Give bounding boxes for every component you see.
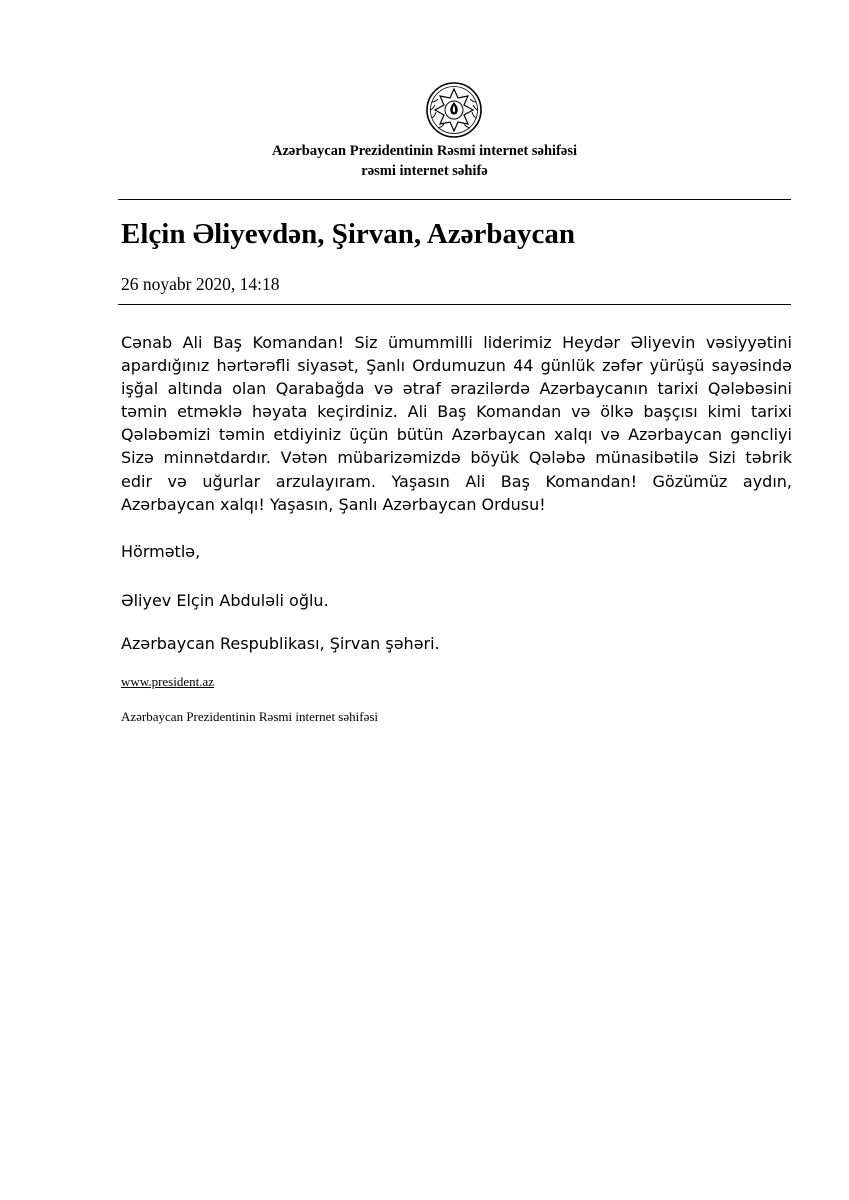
- site-name: Azərbaycan Prezidentinin Rəsmi internet səhifəsi: [272, 143, 577, 159]
- greeting: Hörmətlə,: [121, 542, 201, 561]
- top-divider: [118, 199, 791, 200]
- signature-name: Əliyev Elçin Abduləli oğlu.: [121, 591, 329, 610]
- site-subtitle: rəsmi internet səhifə: [361, 163, 488, 179]
- body-line: Azərbaycan xalqı! Yaşasın, Şanlı Azərbaycan Ordusu!: [121, 494, 546, 514]
- body-line: Qələbəmizi təmin etdiyiniz üçün bütün Azərbaycan xalqı və Azərbaycan gəncliyi: [121, 425, 792, 445]
- body-line: təmin etməklə həyata keçirdiniz. Ali Baş Komandan və ölkə başçısı kimi tarixi: [121, 402, 792, 422]
- body-line: edir və uğurlar arzulayıram. Yaşasın Ali Baş Komandan! Gözümüz aydın,: [121, 471, 792, 491]
- article-date: 26 noyabr 2020, 14:18: [121, 274, 280, 294]
- article-title: Elçin Əliyevdən, Şirvan, Azərbaycan: [121, 218, 576, 250]
- body-line: işğal altında olan Qarabağda və ətraf ərazilərdə Azərbaycanın tarixi Qələbəsini: [121, 379, 792, 399]
- title-divider: [118, 304, 791, 305]
- body-line: apardığınız hərtərəfli siyasət, Şanlı Ordumuzun 44 günlük zəfər yürüşü sayəsində: [121, 356, 792, 376]
- president-site-link[interactable]: www.president.az: [121, 674, 215, 689]
- footer-site-name: Azərbaycan Prezidentinin Rəsmi internet səhifəsi: [121, 709, 379, 724]
- coat-of-arms-icon: [424, 80, 484, 140]
- signature-address: Azərbaycan Respublikası, Şirvan şəhəri.: [121, 634, 440, 653]
- body-line: Cənab Ali Baş Komandan! Siz ümummilli liderimiz Heydər Əliyevin vəsiyyətini: [121, 333, 792, 352]
- article-body: [121, 331, 792, 516]
- body-line: Sizə minnətdardır. Vətən mübarizəmizdə böyük Qələbə münasibətilə Sizi təbrik: [121, 448, 792, 468]
